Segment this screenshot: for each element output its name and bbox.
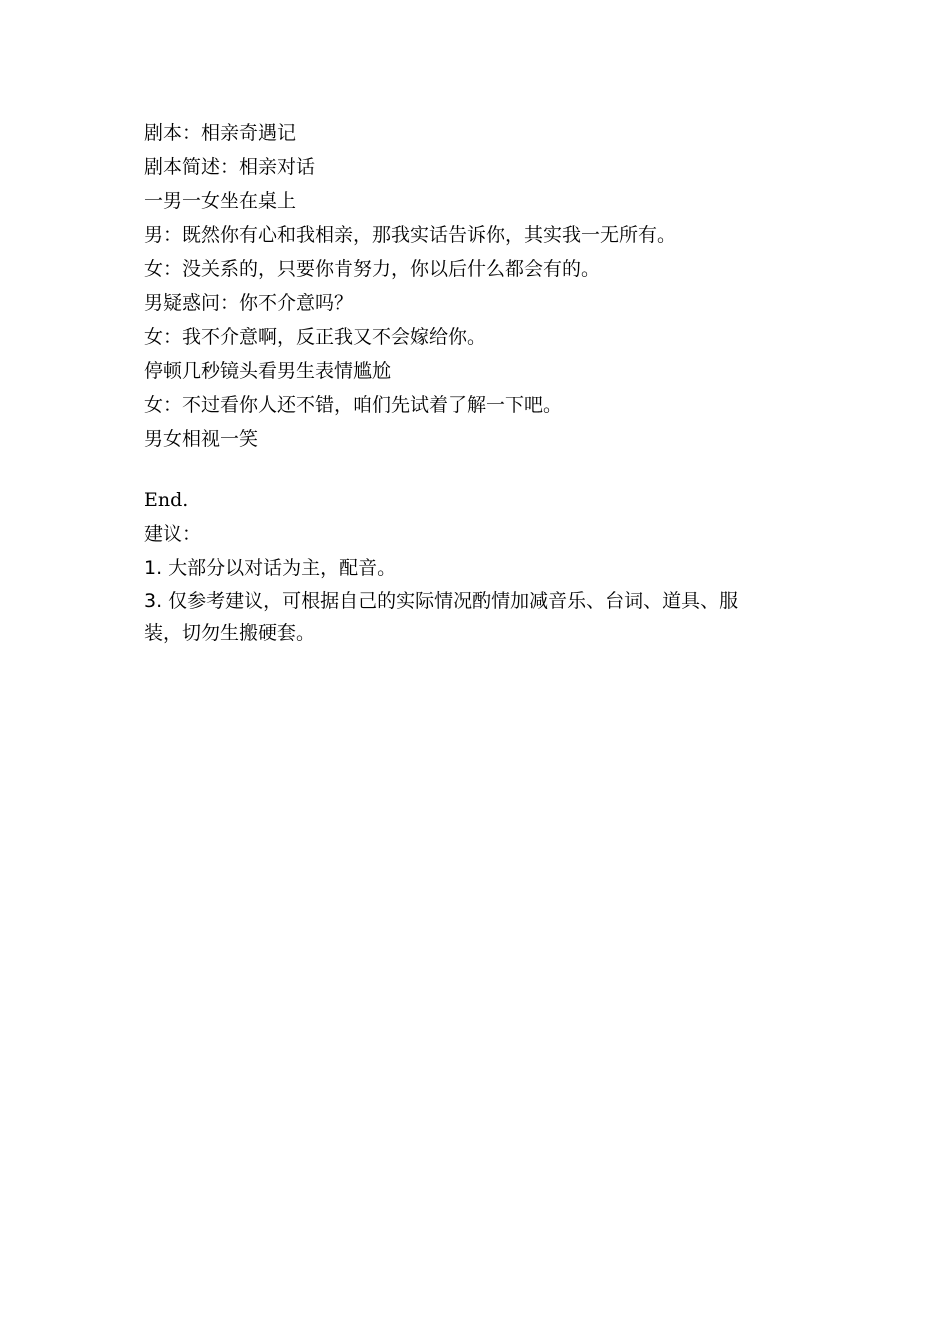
stage-direction: 停顿几秒镜头看男生表情尴尬 [144, 360, 392, 382]
document-body [144, 116, 744, 649]
dialogue-line: 女：我不介意啊，反正我又不会嫁给你。 [144, 326, 487, 348]
paragraph-gap [144, 456, 744, 483]
end-marker: End. [144, 489, 189, 511]
script-title: 剧本：相亲奇遇记 [144, 122, 297, 144]
scene-description: 一男一女坐在桌上 [144, 190, 297, 212]
suggestions-heading: 建议： [144, 523, 202, 545]
dialogue-line: 男疑惑问：你不介意吗？ [144, 292, 354, 314]
suggestion-item: 1. 大部分以对话为主，配音。 [144, 557, 397, 579]
script-summary: 剧本简述：相亲对话 [144, 156, 316, 178]
stage-direction: 男女相视一笑 [144, 428, 259, 450]
dialogue-line: 男：既然你有心和我相亲，那我实话告诉你，其实我一无所有。 [144, 224, 677, 246]
dialogue-line: 女：不过看你人还不错，咱们先试着了解一下吧。 [144, 394, 563, 416]
dialogue-line: 女：没关系的，只要你肯努力，你以后什么都会有的。 [144, 258, 601, 280]
suggestion-item: 3. 仅参考建议，可根据自己的实际情况酌情加减音乐、台词、道具、服装，切勿生搬硬套。 [144, 590, 739, 644]
